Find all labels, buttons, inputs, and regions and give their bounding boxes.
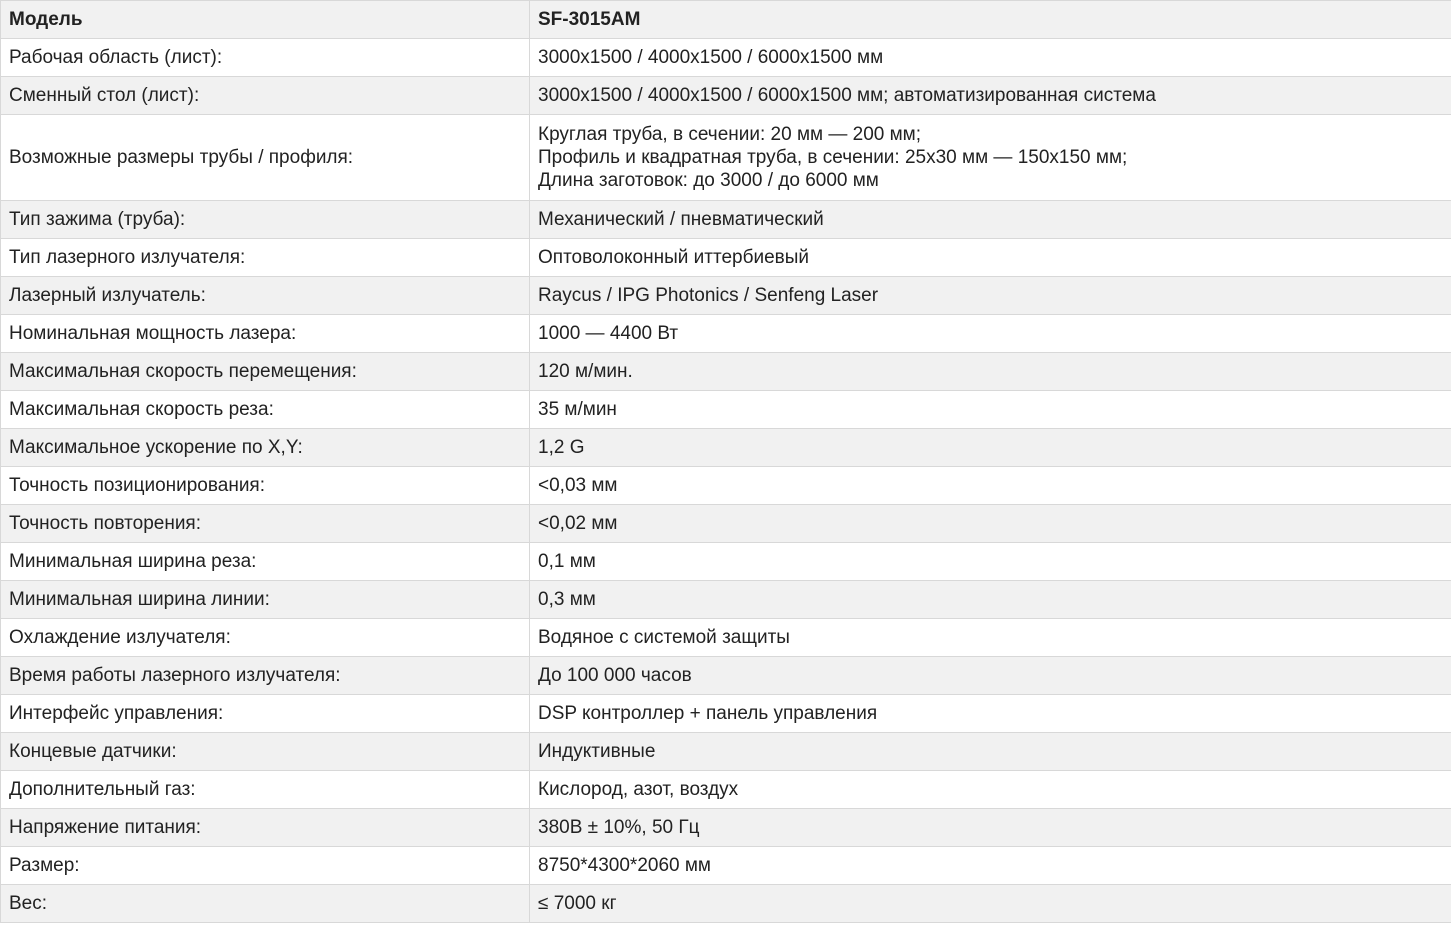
row-label: Тип зажима (труба):	[1, 201, 530, 239]
row-label: Время работы лазерного излучателя:	[1, 657, 530, 695]
row-label: Минимальная ширина реза:	[1, 543, 530, 581]
row-value: <0,02 мм	[530, 505, 1451, 543]
table-row	[1, 809, 1451, 847]
table-row	[1, 39, 1451, 77]
row-label: Номинальная мощность лазера:	[1, 315, 530, 353]
row-value-line: Круглая труба, в сечении: 20 мм — 200 мм;	[538, 124, 922, 145]
row-value-line: Длина заготовок: до 3000 / до 6000 мм	[538, 170, 879, 191]
row-value: <0,03 мм	[530, 467, 1451, 505]
row-label: Напряжение питания:	[1, 809, 530, 847]
row-label: Размер:	[1, 847, 530, 885]
table-row	[1, 657, 1451, 695]
row-value: Оптоволоконный иттербиевый	[530, 239, 1451, 277]
table-row	[1, 619, 1451, 657]
row-value: Индуктивные	[530, 733, 1451, 771]
row-value: Механический / пневматический	[530, 201, 1451, 239]
table-row	[1, 115, 1451, 201]
row-label: Минимальная ширина линии:	[1, 581, 530, 619]
row-value: 120 м/мин.	[530, 353, 1451, 391]
table-row	[1, 581, 1451, 619]
row-value: 1000 — 4400 Вт	[530, 315, 1451, 353]
row-value: 1,2 G	[530, 429, 1451, 467]
row-value: Raycus / IPG Photonics / Senfeng Laser	[530, 277, 1451, 315]
table-row	[1, 467, 1451, 505]
table-row	[1, 505, 1451, 543]
row-label: Охлаждение излучателя:	[1, 619, 530, 657]
row-value: 380В ± 10%, 50 Гц	[530, 809, 1451, 847]
table-row	[1, 77, 1451, 115]
row-value: ≤ 7000 кг	[530, 885, 1451, 923]
table-row	[1, 543, 1451, 581]
row-label: Рабочая область (лист):	[1, 39, 530, 77]
row-label: Возможные размеры трубы / профиля:	[1, 115, 530, 201]
row-label: Тип лазерного излучателя:	[1, 239, 530, 277]
row-label: Максимальное ускорение по X,Y:	[1, 429, 530, 467]
row-value: Водяное с системой защиты	[530, 619, 1451, 657]
table-row	[1, 847, 1451, 885]
row-label: Точность позиционирования:	[1, 467, 530, 505]
row-label: Точность повторения:	[1, 505, 530, 543]
header-model: SF-3015AM	[530, 1, 1451, 39]
row-value: DSP контроллер + панель управления	[530, 695, 1451, 733]
row-label: Максимальная скорость перемещения:	[1, 353, 530, 391]
row-label: Лазерный излучатель:	[1, 277, 530, 315]
row-value: 3000x1500 / 4000x1500 / 6000x1500 мм	[530, 39, 1451, 77]
table-row	[1, 391, 1451, 429]
row-value: 3000x1500 / 4000x1500 / 6000x1500 мм; автоматизированная система	[530, 77, 1451, 115]
row-label: Вес:	[1, 885, 530, 923]
table-row	[1, 239, 1451, 277]
row-value: Кислород, азот, воздух	[530, 771, 1451, 809]
row-value: 8750*4300*2060 мм	[530, 847, 1451, 885]
row-value: До 100 000 часов	[530, 657, 1451, 695]
table-row	[1, 733, 1451, 771]
table-row	[1, 771, 1451, 809]
table-row	[1, 695, 1451, 733]
row-label: Максимальная скорость реза:	[1, 391, 530, 429]
row-label: Концевые датчики:	[1, 733, 530, 771]
row-label: Дополнительный газ:	[1, 771, 530, 809]
table-row	[1, 315, 1451, 353]
row-label: Сменный стол (лист):	[1, 77, 530, 115]
header-label: Модель	[1, 1, 530, 39]
row-value: 0,3 мм	[530, 581, 1451, 619]
row-value-multiline	[530, 115, 1451, 201]
table-row	[1, 885, 1451, 923]
table-row	[1, 429, 1451, 467]
table-row	[1, 201, 1451, 239]
table-row	[1, 353, 1451, 391]
table-row	[1, 277, 1451, 315]
row-label: Интерфейс управления:	[1, 695, 530, 733]
row-value: 0,1 мм	[530, 543, 1451, 581]
table-header-row	[1, 1, 1451, 39]
row-value-line: Профиль и квадратная труба, в сечении: 25x30 мм — 150x150 мм;	[538, 147, 1128, 168]
row-value: 35 м/мин	[530, 391, 1451, 429]
